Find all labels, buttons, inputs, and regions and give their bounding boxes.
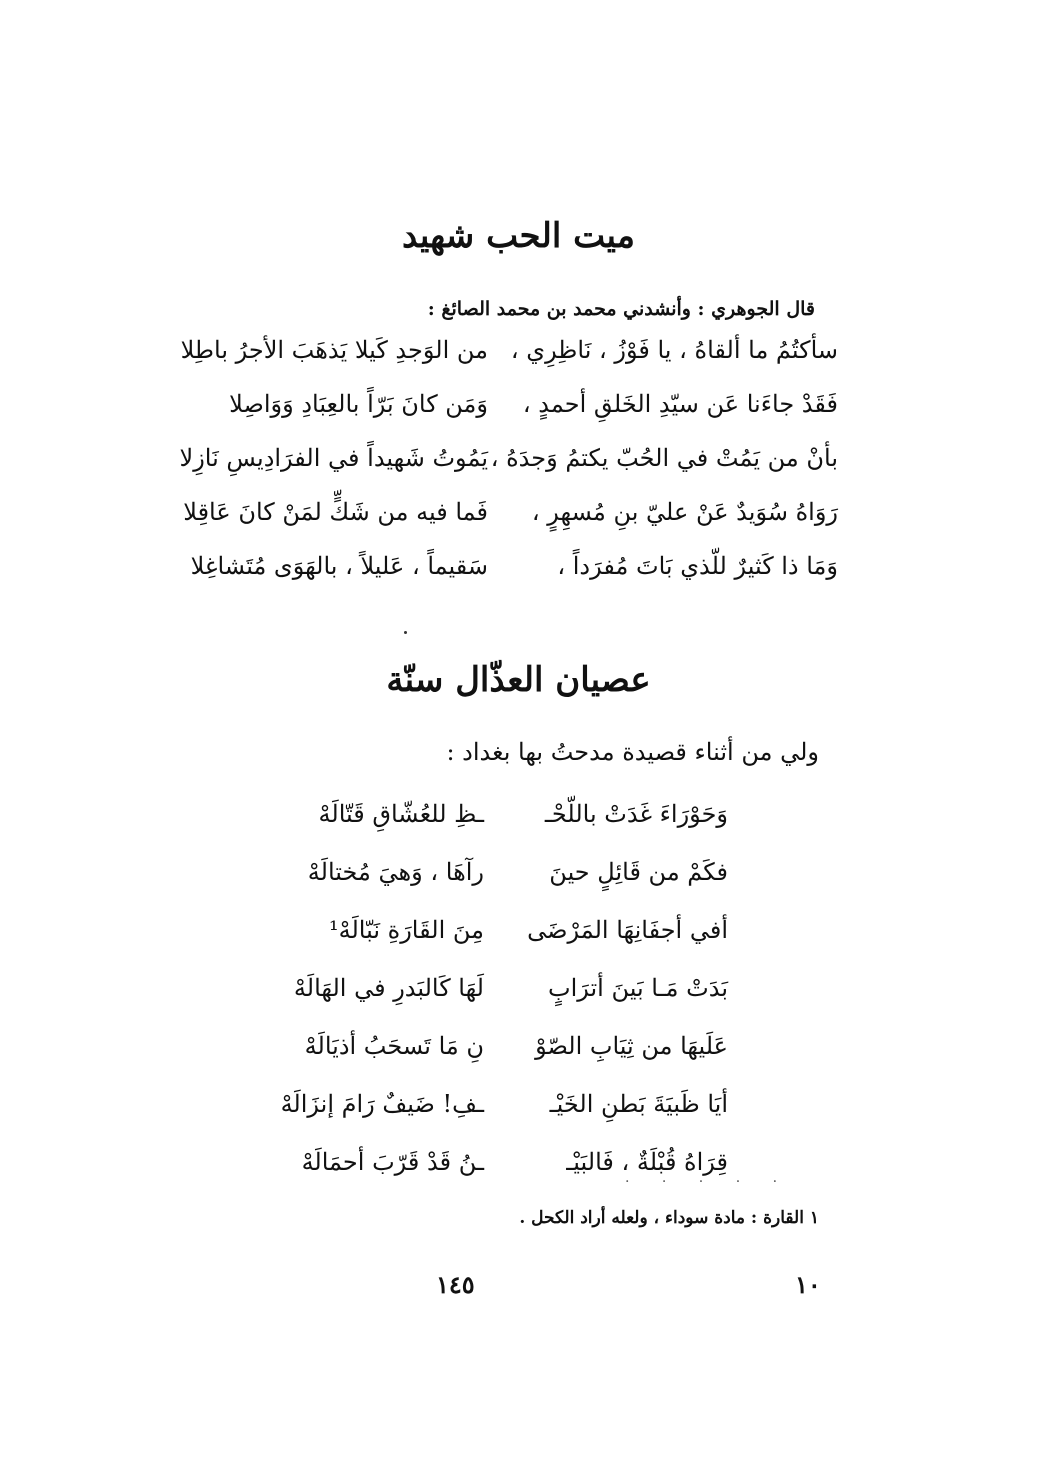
- verse-line: [258, 916, 728, 960]
- ellipsis-marks: . . . . .: [625, 1170, 792, 1186]
- verse-line: [160, 444, 838, 488]
- verse-line: [258, 800, 728, 844]
- verse-first-hemistich: بأنْ من يَمُتْ في الحُبّ يكتمُ وَجدَهُ ،: [490, 444, 838, 472]
- verse-second-hemistich: سَقيماً ، عَليلاً ، بالهَوَى مُتَشاغِلا: [190, 552, 488, 580]
- verse-second-hemistich: لَهَا كَالبَدرِ في الهَالَهْ: [293, 974, 484, 1002]
- verse-line: [160, 498, 838, 542]
- section1-title: ميت الحب شهيد: [402, 216, 635, 256]
- verse-second-hemistich: يَمُوتُ شَهيداً في الفرَادِيسِ نَازِلا: [179, 444, 488, 472]
- verse-second-hemistich: ـفِ! ضَيفٌ رَامَ إنزَالَهْ: [280, 1090, 484, 1118]
- verse-first-hemistich: أفي أجفَانِهَا المَرْضَى: [527, 916, 728, 944]
- verse-first-hemistich: رَوَاهُ سُوَيدٌ عَنْ عليّ بنِ مُسهِرٍ ،: [531, 498, 838, 526]
- footnote: ١ القارة : مادة سوداء ، ولعله أراد الكحل .: [519, 1208, 819, 1228]
- verse-line: [258, 1090, 728, 1134]
- verse-line: [160, 336, 838, 380]
- verse-first-hemistich: فَقَدْ جاءَنا عَن سيّدِ الخَلقِ أحمدٍ ،: [522, 390, 838, 418]
- verse-line: [258, 974, 728, 1018]
- page-number: ١٤٥: [436, 1270, 475, 1299]
- verse-line: [258, 1032, 728, 1076]
- section2-intro: ولي من أثناء قصيدة مدحتُ بها بغداد :: [446, 738, 819, 766]
- verse-line: [160, 552, 838, 596]
- stray-dot: [404, 631, 407, 634]
- verse-first-hemistich: وَحَوْرَاءَ غَدَتْ باللّحْـ: [544, 800, 728, 828]
- verse-line: [160, 390, 838, 434]
- verse-second-hemistich: وَمَن كانَ بَرّاً بالعِبَادِ وَوَاصِلا: [229, 390, 488, 418]
- verse-first-hemistich: بَدَتْ مَـا بَينَ أترَابٍ: [548, 974, 728, 1002]
- verse-first-hemistich: وَمَا ذا كَثيرٌ للّذي بَاتَ مُفرَداً ،: [557, 552, 838, 580]
- verse-second-hemistich: مِنَ القَارَةِ نَبّالَهْ¹: [328, 916, 484, 944]
- verse-line: [258, 858, 728, 902]
- verse-second-hemistich: ـنُ قَدْ قَرّبَ أحمَالَهْ: [301, 1148, 484, 1176]
- verse-first-hemistich: أيَا ظَبيَةَ بَطنِ الخَيْـ: [549, 1090, 728, 1118]
- section1-intro: قال الجوهري : وأنشدني محمد بن محمد الصائغ :: [427, 298, 815, 320]
- verse-second-hemistich: فَما فيه من شَكٍّ لمَنْ كانَ عَاقِلا: [183, 498, 488, 526]
- verse-first-hemistich: سأكتُمُ ما ألقاهُ ، يا فَوْزُ ، نَاظِرِي ،: [510, 336, 838, 364]
- verse-second-hemistich: من الوَجدِ كَيلا يَذهَبَ الأجرُ باطِلا: [180, 336, 488, 364]
- verse-second-hemistich: نِ مَا تَسحَبُ أذيَالَهْ: [304, 1032, 484, 1060]
- verse-second-hemistich: ـظِ للعُشّاقِ قَتّالَهْ: [318, 800, 484, 828]
- verse-first-hemistich: عَلَيهَا من ثِيَابِ الصّوْ: [535, 1032, 728, 1060]
- signature-mark: ١٠: [795, 1270, 821, 1299]
- verse-first-hemistich: فكَمْ من قَائِلٍ حينَ: [549, 858, 728, 886]
- verse-first-hemistich: قِرَاهُ قُبْلَةٌ ، فَالبَيْـ: [566, 1148, 728, 1176]
- verse-second-hemistich: رآهَا ، وَهيَ مُختالَهْ: [307, 858, 484, 886]
- section2-title: عصيان العذّال سنّة: [386, 660, 651, 700]
